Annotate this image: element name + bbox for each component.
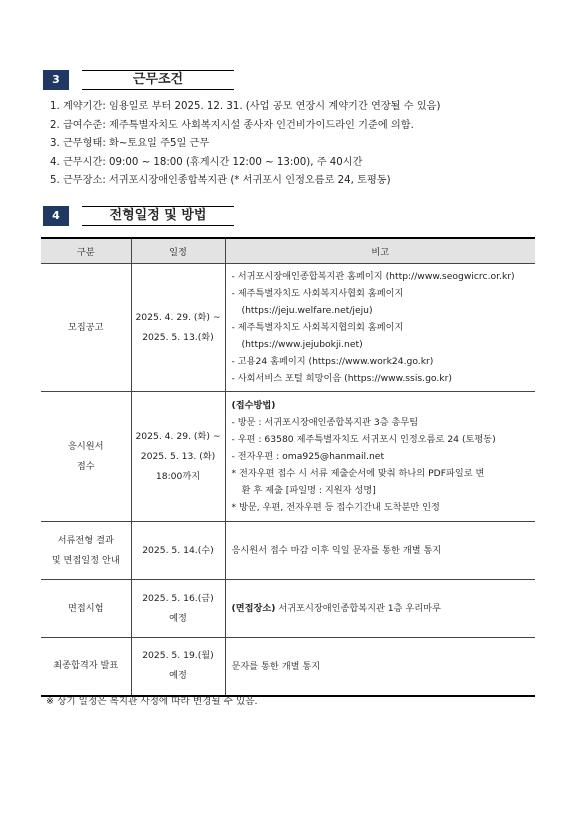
row-schedule: 2025. 5. 19.(월) 예정 [131, 638, 225, 696]
schedule-table [41, 237, 535, 697]
section-4-number: 4 [43, 206, 69, 226]
row-schedule: 2025. 5. 16.(금) 예정 [131, 580, 225, 638]
list-item: 2. 급여수준: 제주특별자치도 사회복지시설 종사자 인건비가이드라인 기준에 의함. [50, 119, 414, 131]
section-4-title: 전형일정 및 방법 [82, 206, 234, 226]
table-row [41, 522, 535, 580]
list-item: 3. 근무형태: 화~토요일 주5일 근무 [50, 138, 210, 149]
row-category: 응시원서 접수 [41, 392, 131, 522]
header-notes: 비고 [225, 238, 535, 264]
section-3-title: 근무조건 [82, 70, 234, 90]
list-item: 5. 근무장소: 서귀포시장애인종합복지관 (* 서귀포시 인정오름로 24, 토평동) [50, 175, 391, 186]
row-category: 면접시험 [41, 580, 131, 638]
table-row [41, 638, 535, 696]
work-conditions-list [50, 98, 440, 191]
row-category: 최종합격자 발표 [41, 638, 131, 696]
table-header-row [41, 238, 535, 264]
list-item: 1. 계약기간: 임용일로 부터 2025. 12. 31. (사업 공모 연장시 계약기간 연장될 수 있음) [50, 101, 441, 112]
row-category: 서류전형 결과 및 면접일정 안내 [41, 522, 131, 580]
row-notes: 문자를 통한 개별 통지 [225, 638, 535, 696]
table-row [41, 392, 535, 522]
section-3-number: 3 [43, 70, 69, 90]
row-schedule: 2025. 5. 14.(수) [131, 522, 225, 580]
header-schedule: 일정 [131, 238, 225, 264]
table-row [41, 264, 535, 392]
row-category: 모집공고 [41, 264, 131, 392]
footnote: ※ 상기 일정은 복지관 사정에 따라 변경될 수 있음. [46, 696, 258, 707]
table-row [41, 580, 535, 638]
row-notes: 응시원서 접수 마감 이후 익일 문자를 통한 개별 통지 [225, 522, 535, 580]
row-notes: - 서귀포시장애인종합복지관 홈페이지 (http://www.seogwicrc.or.kr) - 제주특별자치도 사회복지사협회 홈페이지 (https://jeju.welfare.net/jeju) - 제주특별자치도 사회복지협의회 홈페이지 (https://www.jejubokji.net) - 고용24 홈페이지 (https://www.work24.go.kr) - 사회서비스 포털 희망이음 (https://www.ssis.go.kr) [225, 264, 535, 392]
row-schedule: 2025. 4. 29. (화) ~ 2025. 5. 13. (화) 18:00까지 [131, 392, 225, 522]
list-item: 4. 근무시간: 09:00 ~ 18:00 (휴게시간 12:00 ~ 13:00), 주 40시간 [50, 156, 363, 168]
header-category: 구분 [41, 238, 131, 264]
row-notes: (면접장소) 서귀포시장애인종합복지관 1층 우리마루 [225, 580, 535, 638]
row-notes: (접수방법) - 방문 : 서귀포시장애인종합복지관 3층 총무팀 - 우편 : 63580 제주특별자치도 서귀포시 인정오름로 24 (토평동) - 전자우편 : oma925@hanmail.net * 전자우편 접수 시 서류 제출순서에 맞춰 하나의 PDF파일로 변 환 후 제출 [파일명 : 지원자 성명] * 방문, 우편, 전자우편 등 접수기간내 도착분만 인정 [225, 392, 535, 522]
row-schedule: 2025. 4. 29. (화) ~ 2025. 5. 13.(화) [131, 264, 225, 392]
